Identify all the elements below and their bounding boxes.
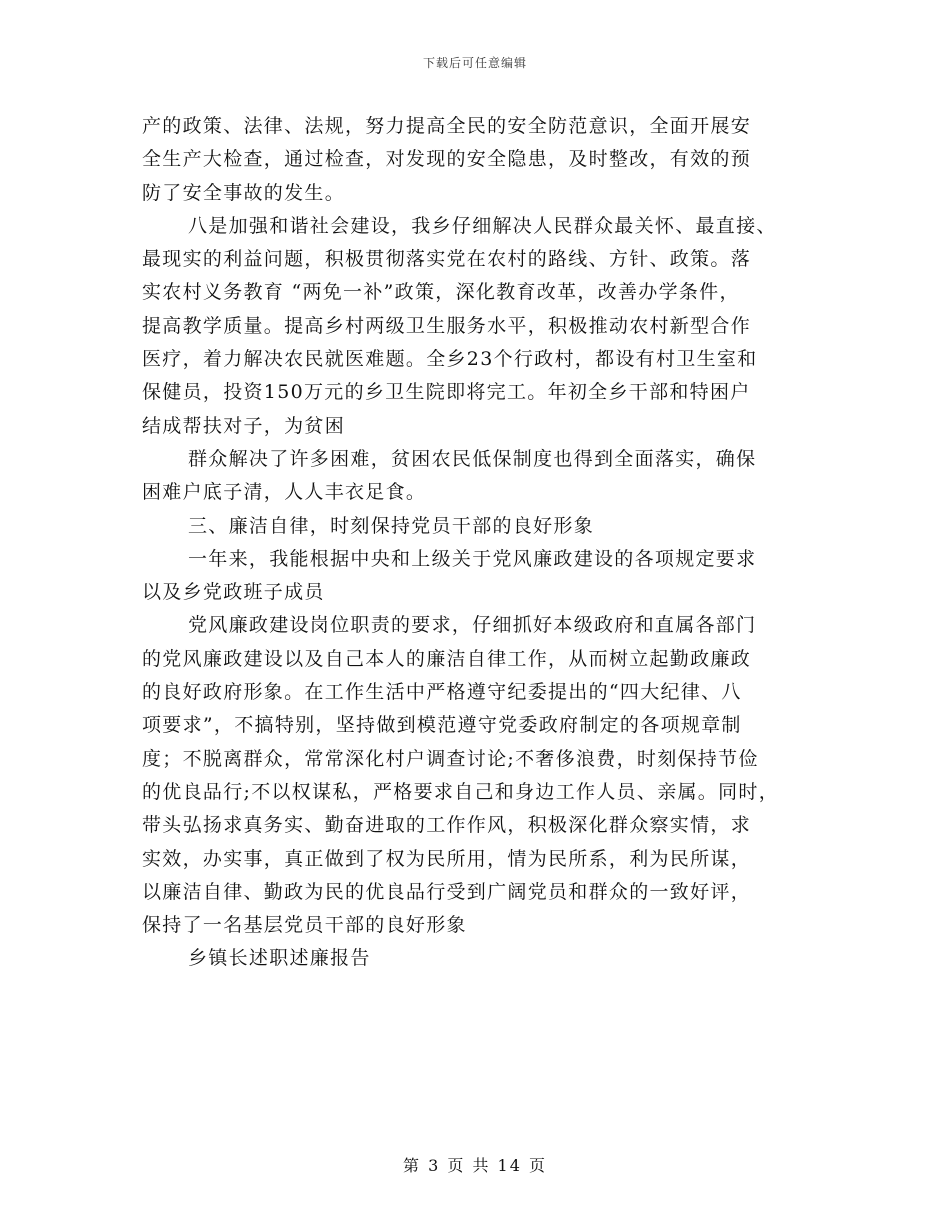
body-line: 结成帮扶对子，为贫困 (142, 414, 346, 437)
body-line: 的良好政府形象。在工作生活中严格遵守纪委提出的“四大纪律、八 (142, 681, 742, 704)
body-line: 提高教学质量。提高乡村两级卫生服务水平，积极推动农村新型合作 (142, 314, 752, 337)
body-line: 保持了一名基层党员干部的良好形象 (142, 914, 467, 937)
body-line: 保健员，投资150万元的乡卫生院即将完工。年初全乡干部和特困户 (142, 381, 751, 404)
body-line: 防了安全事故的发生。 (142, 181, 346, 204)
body-line: 党风廉政建设岗位职责的要求，仔细抓好本级政府和直属各部门 (188, 614, 757, 637)
body-line: 带头弘扬求真务实、勤奋进取的工作作风，积极深化群众察实情，求 (142, 814, 752, 837)
body-line: 的优良品行;不以权谋私，严格要求自己和身边工作人员、亲属。同时， (142, 780, 780, 803)
body-line: 度；不脱离群众，常常深化村户调查讨论;不奢侈浪费，时刻保持节俭 (142, 747, 759, 770)
section-heading: 三、廉洁自律，时刻保持党员干部的良好形象 (188, 514, 595, 537)
body-line: 以廉洁自律、勤政为民的优良品行受到广阔党员和群众的一致好评， (142, 880, 752, 903)
page-number: 第 3 页 共 14 页 (403, 1156, 547, 1175)
body-line: 的党风廉政建设以及自己本人的廉洁自律工作，从而树立起勤政廉政 (142, 647, 752, 670)
body-line: 实效，办实事，真正做到了权为民所用，情为民所系，利为民所谋， (142, 847, 752, 870)
body-line: 产的政策、法律、法规，努力提高全民的安全防范意识，全面开展安 (142, 115, 752, 137)
body-line: 项要求”，不搞特别，坚持做到模范遵守党委政府制定的各项规章制 (142, 714, 742, 737)
body-line: 一年来，我能根据中央和上级关于党风廉政建设的各项规定要求 (188, 547, 757, 570)
report-title-line: 乡镇长述职述廉报告 (188, 947, 371, 970)
document-body (142, 110, 822, 976)
body-line: 以及乡党政班子成员 (142, 581, 325, 604)
page-header-note: 下载后可任意编辑 (422, 56, 527, 70)
body-line: 全生产大检查，通过检查，对发现的安全隐患，及时整改，有效的预 (142, 148, 752, 171)
body-line: 八是加强和谐社会建设，我乡仔细解决人民群众最关怀、最直接、 (188, 214, 777, 237)
body-line: 群众解决了许多困难，贫困农民低保制度也得到全面落实，确保 (188, 447, 757, 470)
body-line: 医疗，着力解决农民就医难题。全乡23个行政村，都设有村卫生室和 (142, 348, 758, 371)
body-line: 困难户底子清，人人丰衣足食。 (142, 481, 427, 504)
body-line: 最现实的利益问题，积极贯彻落实党在农村的路线、方针、政策。落 (142, 248, 752, 271)
body-line: 实农村义务教育 “两免一补”政策，深化教育改革，改善办学条件， (142, 281, 740, 304)
